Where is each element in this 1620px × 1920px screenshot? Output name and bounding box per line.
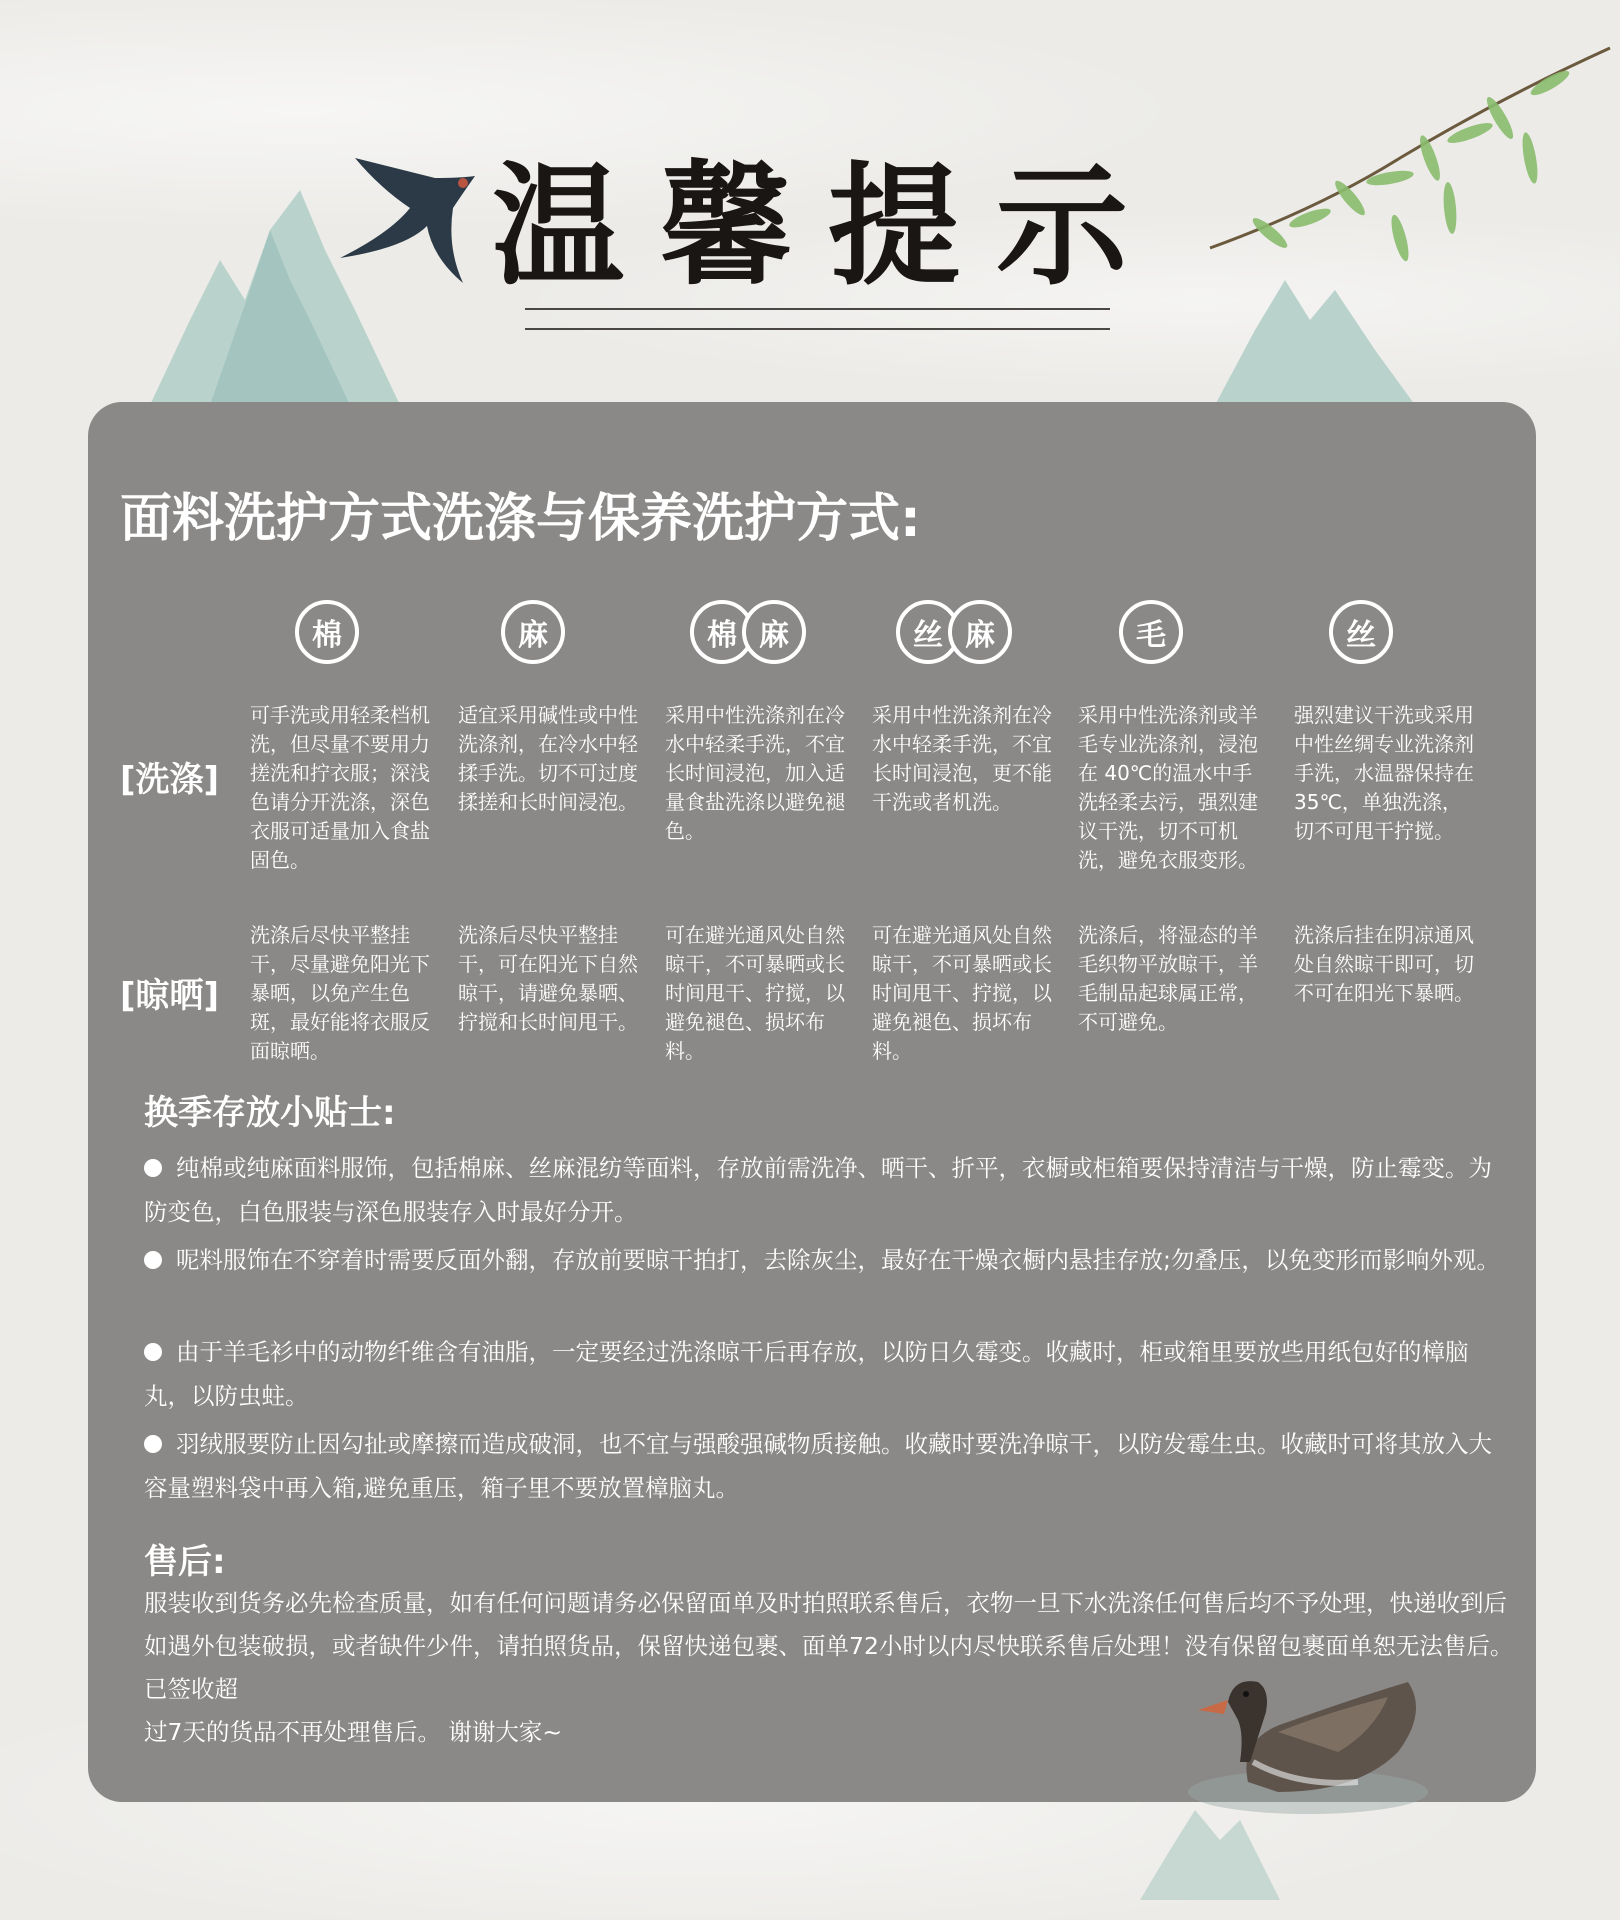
dry-cell: 可在避光通风处自然晾干，不可暴晒或长时间甩干、拧搅，以避免褪色、损坏布料。 [872, 923, 1052, 1063]
wash-cell: 强烈建议干洗或采用中性丝绸专业洗涤剂手洗，水温器保持在 35℃，单独洗涤，切不可甩干拧搅。 [1294, 703, 1474, 843]
storage-tip-text: 纯棉或纯麻面料服饰，包括棉麻、丝麻混纺等面料，存放前需洗净、晒干、折平，衣橱或柜箱要保持清洁与干燥，防止霉变。为防变色，白色服装与深色服装存入时最好分开。 [144, 1154, 1492, 1226]
fabric-badge-cotton: 棉 [690, 600, 754, 664]
bullet-icon [144, 1159, 162, 1177]
wash-cell: 采用中性洗涤剂在冷水中轻柔手洗，不宜长时间浸泡，加入适量食盐洗涤以避免褪色。 [665, 703, 845, 843]
dry-cell: 洗涤后，将湿态的羊毛织物平放晾干，羊毛制品起球属正常，不可避免。 [1078, 923, 1258, 1034]
storage-tip [144, 1238, 1504, 1282]
title-divider [525, 308, 1110, 310]
page-title-wrap [0, 120, 1620, 310]
fabric-badge-linen: 麻 [742, 600, 806, 664]
after-sale-text: 服装收到货务必先检查质量，如有任何问题请务必保留面单及时拍照联系售后，衣物一旦下水洗涤任何售后均不予处理，快递收到后如遇外包装破损，或者缺件少件，请拍照货品，保留快递包裹、面单72小时以内尽快联系售后处理！没有保留包裹面单恕无法售后。已签收超 [144, 1589, 1514, 1703]
storage-tip-text: 呢料服饰在不穿着时需要反面外翻，存放前要晾干拍打，去除灰尘，最好在干燥衣橱内悬挂存放;勿叠压，以免变形而影响外观。 [176, 1246, 1500, 1274]
page-title: 温馨提示 [492, 149, 1164, 304]
fabric-badge-wool: 毛 [1119, 600, 1183, 664]
row-label-wash: [洗涤] [120, 760, 220, 800]
storage-tip [144, 1330, 1504, 1418]
storage-tip [144, 1422, 1504, 1510]
bullet-icon [144, 1251, 162, 1269]
wash-cell: 采用中性洗涤剂在冷水中轻柔手洗，不宜长时间浸泡，更不能干洗或者机洗。 [872, 703, 1052, 814]
storage-tip [144, 1146, 1504, 1234]
title-divider [525, 328, 1110, 330]
wash-cell: 采用中性洗涤剂或羊毛专业洗涤剂，浸泡在 40℃的温水中手洗轻柔去污，强烈建议干洗，切不可机洗，避免衣服变形。 [1078, 703, 1258, 872]
after-sale-text-end: 过7天的货品不再处理售后。 谢谢大家~ [144, 1718, 563, 1746]
storage-tip-text: 羽绒服要防止因勾扯或摩擦而造成破洞，也不宜与强酸强碱物质接触。收藏时要洗净晾干，以防发霉生虫。收藏时可将其放入大容量塑料袋中再入箱,避免重压，箱子里不要放置樟脑丸。 [144, 1430, 1492, 1502]
care-panel [88, 402, 1536, 1802]
fabric-badge-linen: 麻 [501, 600, 565, 664]
fabric-badge-cotton: 棉 [295, 600, 359, 664]
dry-cell: 可在避光通风处自然晾干，不可暴晒或长时间甩干、拧搅，以避免褪色、损坏布料。 [665, 923, 845, 1063]
panel-title: 面料洗护方式洗涤与保养洗护方式: [120, 489, 921, 549]
fabric-badge-silk: 丝 [896, 600, 960, 664]
dry-cell: 洗涤后尽快平整挂干，尽量避免阳光下暴晒，以免产生色斑，最好能将衣服反面晾晒。 [250, 923, 430, 1063]
row-label-dry: [晾晒] [120, 976, 220, 1016]
dry-cell: 洗涤后尽快平整挂干，可在阳光下自然晾干，请避免暴晒、拧搅和长时间甩干。 [458, 923, 638, 1034]
wash-cell: 适宜采用碱性或中性洗涤剂，在冷水中轻揉手洗。切不可过度揉搓和长时间浸泡。 [458, 703, 638, 814]
bullet-icon [144, 1435, 162, 1453]
fabric-badge-linen: 麻 [948, 600, 1012, 664]
wash-cell: 可手洗或用轻柔档机洗，但尽量不要用力搓洗和拧衣服；深浅色请分开洗涤，深色衣服可适量加入食盐固色。 [250, 703, 430, 872]
after-sale-heading: 售后: [144, 1542, 226, 1582]
fabric-badge-row [88, 600, 1536, 666]
storage-heading: 换季存放小贴士: [144, 1093, 396, 1133]
dry-cell: 洗涤后挂在阴凉通风处自然晾干即可，切不可在阳光下暴晒。 [1294, 923, 1474, 1005]
bullet-icon [144, 1343, 162, 1361]
duck-illustration [1158, 1642, 1448, 1822]
fabric-badge-silk: 丝 [1329, 600, 1393, 664]
storage-tip-text: 由于羊毛衫中的动物纤维含有油脂，一定要经过洗涤晾干后再存放，以防日久霉变。收藏时，柜或箱里要放些用纸包好的樟脑丸，以防虫蛀。 [144, 1338, 1469, 1410]
